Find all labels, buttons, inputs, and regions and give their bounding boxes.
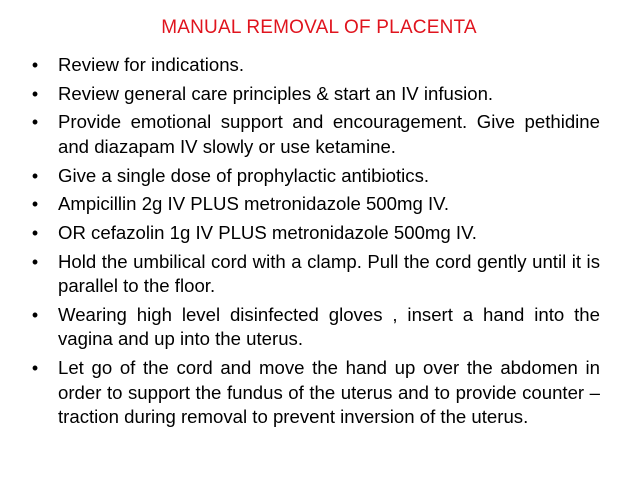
bullet-dot-icon: • bbox=[31, 55, 39, 75]
bullet-item bbox=[28, 53, 600, 78]
bullet-list bbox=[28, 53, 600, 434]
bullet-dot-icon: • bbox=[31, 112, 39, 133]
bullet-text: Wearing high level disinfected gloves , insert a hand into the vagina and up into the uterus. bbox=[58, 303, 600, 350]
bullet-dot-icon: • bbox=[31, 358, 39, 378]
bullet-item bbox=[28, 82, 600, 107]
bullet-item bbox=[28, 192, 600, 217]
bullet-item bbox=[28, 356, 600, 430]
bullet-text: Ampicillin 2g IV PLUS metronidazole 500mg IV. bbox=[58, 193, 450, 215]
bullet-item bbox=[28, 164, 600, 189]
bullet-text: Give a single dose of prophylactic antibiotics. bbox=[58, 164, 430, 186]
bullet-dot-icon: • bbox=[31, 165, 39, 186]
bullet-dot-icon: • bbox=[31, 222, 39, 243]
bullet-item bbox=[28, 250, 600, 299]
bullet-text: OR cefazolin 1g IV PLUS metronidazole 500mg IV. bbox=[58, 221, 477, 243]
bullet-dot-icon: • bbox=[31, 83, 39, 104]
bullet-item bbox=[28, 303, 600, 352]
bullet-item bbox=[28, 110, 600, 159]
bullet-text: Let go of the cord and move the hand up over the abdomen in order to support the fundus of the uterus and to provide counter – traction during removal to prevent inversion of the uterus. bbox=[58, 357, 600, 427]
bullet-text: Review general care principles & start an IV infusion. bbox=[58, 82, 494, 104]
bullet-dot-icon: • bbox=[31, 304, 39, 325]
bullet-dot-icon: • bbox=[31, 194, 39, 215]
bullet-item bbox=[28, 221, 600, 246]
bullet-text: Hold the umbilical cord with a clamp. Pull the cord gently until it is parallel to the floor. bbox=[58, 250, 600, 297]
bullet-text: Provide emotional support and encouragement. Give pethidine and diazapam IV slowly or use ketamine. bbox=[58, 111, 600, 157]
slide-title: MANUAL REMOVAL OF PLACENTA bbox=[161, 17, 477, 38]
bullet-text: Review for indications. bbox=[58, 54, 245, 75]
bullet-dot-icon: • bbox=[31, 251, 39, 272]
